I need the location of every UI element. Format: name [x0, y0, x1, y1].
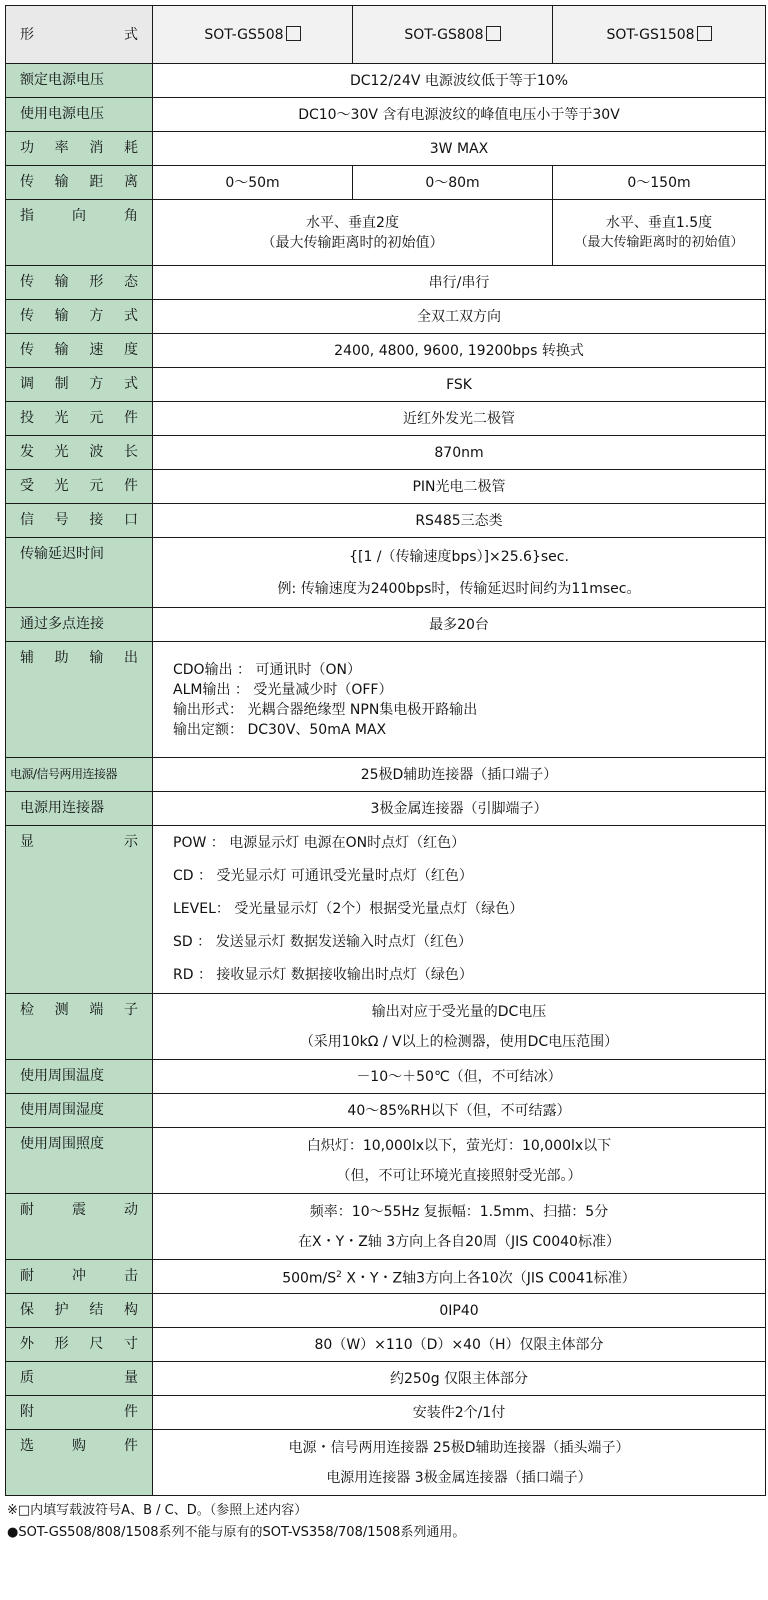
row-label: 传 输 速 度	[20, 342, 138, 358]
row-label-cell	[6, 132, 153, 166]
display-line: POW ： 电源显示灯 电源在ON时点灯（红色）	[173, 835, 466, 851]
row-receiver	[6, 470, 766, 504]
terminal-line: 输出对应于受光量的DC电压	[371, 1003, 547, 1020]
row-value: 约250g 仅限主体部分	[153, 1362, 766, 1396]
aux-line: CDO输出 ： 可通讯时（ON）	[173, 661, 361, 678]
row-label: 显 示	[20, 834, 138, 850]
row-label: 指 向 角	[20, 208, 138, 224]
row-label: 受 光 元 件	[20, 478, 138, 494]
row-display	[6, 826, 766, 994]
vibration-line: 在X・Y・Z轴 3方向上各自20周（JIS C0040标准）	[298, 1233, 620, 1250]
display-line: CD ： 受光显示灯 可通讯受光量时点灯（红色）	[173, 868, 473, 884]
row-label-cell	[6, 1194, 153, 1260]
row-label: 电源/信号两用连接器	[10, 767, 118, 781]
model-cell-2	[353, 6, 553, 64]
illuminance-value	[153, 1128, 766, 1194]
row-options	[6, 1430, 766, 1496]
delay-value	[153, 538, 766, 608]
aux-value	[153, 642, 766, 758]
row-mode	[6, 300, 766, 334]
row-label-cell	[6, 792, 153, 826]
row-label: 附 件	[20, 1404, 138, 1420]
row-vibration	[6, 1194, 766, 1260]
row-label-cell	[6, 368, 153, 402]
header-label-cell	[6, 6, 153, 64]
row-value: 3极金属连接器（引脚端子）	[153, 792, 766, 826]
angle-note: （最大传输距离时的初始值）	[261, 234, 444, 251]
row-value: －10～＋50℃（但，不可结冰）	[153, 1060, 766, 1094]
row-interface	[6, 504, 766, 538]
header-label: 形 式	[20, 26, 138, 43]
row-dimensions	[6, 1328, 766, 1362]
row-value: 0IP40	[153, 1294, 766, 1328]
row-shock	[6, 1260, 766, 1294]
row-temperature	[6, 1060, 766, 1094]
row-power	[6, 132, 766, 166]
delay-example: 例: 传输速度为2400bps时，传输延迟时间约为11msec。	[277, 580, 641, 597]
display-value	[153, 826, 766, 994]
row-label: 投 光 元 件	[20, 410, 138, 426]
spec-sheet	[5, 5, 765, 1544]
row-value: FSK	[153, 368, 766, 402]
row-label: 传 输 形 态	[20, 274, 138, 290]
row-label-cell	[6, 1294, 153, 1328]
row-label-cell	[6, 1060, 153, 1094]
row-dual-connector	[6, 758, 766, 792]
row-label-cell	[6, 166, 153, 200]
row-label: 耐 震 动	[20, 1202, 138, 1218]
row-aux	[6, 642, 766, 758]
row-label-cell	[6, 1396, 153, 1430]
row-value: PIN光电二极管	[153, 470, 766, 504]
carrier-code-box	[486, 26, 501, 41]
footnotes	[5, 1500, 765, 1544]
row-value: DC10～30V 含有电源波纹的峰值电压小于等于30V	[153, 98, 766, 132]
options-line: 电源・信号两用连接器 25极D辅助连接器（插头端子）	[288, 1439, 630, 1456]
display-line: SD ： 发送显示灯 数据发送输入时点灯（红色）	[173, 934, 473, 950]
display-line: LEVEL： 受光量显示灯（2个）根据受光量点灯（绿色）	[173, 901, 524, 917]
model-name: SOT-GS1508	[606, 26, 695, 43]
row-emitter	[6, 402, 766, 436]
row-value: 最多20台	[153, 608, 766, 642]
row-label-cell	[6, 1094, 153, 1128]
shock-exponent: 2	[336, 1269, 342, 1280]
row-value: 2400, 4800, 9600, 19200bps 转换式	[153, 334, 766, 368]
row-label-cell	[6, 642, 153, 758]
row-label: 调 制 方 式	[20, 376, 138, 392]
row-label: 使用电源电压	[20, 106, 104, 122]
options-line: 电源用连接器 3极金属连接器（插口端子）	[326, 1469, 592, 1486]
row-illuminance	[6, 1128, 766, 1194]
distance-value: 0～80m	[353, 166, 553, 200]
row-label: 传 输 方 式	[20, 308, 138, 324]
spec-table	[5, 5, 766, 1496]
row-label: 传 输 距 离	[20, 174, 138, 190]
row-label: 通过多点连接	[20, 616, 104, 632]
row-label: 使用周围温度	[20, 1068, 104, 1084]
display-line: RD ： 接收显示灯 数据接收输出时点灯（绿色）	[173, 967, 473, 983]
row-label: 信 号 接 口	[20, 512, 138, 528]
row-label-cell	[6, 608, 153, 642]
options-value	[153, 1430, 766, 1496]
row-modulation	[6, 368, 766, 402]
shock-desc: X・Y・Z轴3方向上各10次（JIS C0041标准）	[341, 1270, 636, 1287]
row-label: 使用周围湿度	[20, 1102, 104, 1118]
row-value: 3W MAX	[153, 132, 766, 166]
row-label: 外 形 尺 寸	[20, 1336, 138, 1352]
distance-value: 0～50m	[153, 166, 353, 200]
distance-value: 0～150m	[553, 166, 766, 200]
row-value: 25极D辅助连接器（插口端子）	[153, 758, 766, 792]
angle-line: 水平、垂直1.5度	[605, 214, 713, 231]
carrier-code-box	[286, 26, 301, 41]
row-label: 额定电源电压	[20, 72, 104, 88]
row-label: 功 率 消 耗	[20, 140, 138, 156]
row-label-cell	[6, 1328, 153, 1362]
row-label-cell	[6, 98, 153, 132]
row-terminal	[6, 994, 766, 1060]
shock-value	[153, 1260, 766, 1294]
row-label: 辅 助 输 出	[20, 650, 138, 666]
row-label: 选 购 件	[20, 1438, 138, 1454]
row-form	[6, 266, 766, 300]
aux-line: ALM输出 ： 受光量减少时（OFF）	[173, 681, 393, 698]
vibration-line: 频率：10～55Hz 复振幅：1.5mm、扫描：5分	[309, 1203, 609, 1220]
row-label-cell	[6, 470, 153, 504]
row-value: 870nm	[153, 436, 766, 470]
illuminance-line: 白炽灯：10,000lx以下，萤光灯：10,000lx以下	[306, 1137, 612, 1154]
row-label-cell	[6, 994, 153, 1060]
carrier-code-box	[697, 26, 712, 41]
row-multipoint	[6, 608, 766, 642]
row-label: 发 光 波 长	[20, 444, 138, 460]
row-mass	[6, 1362, 766, 1396]
row-label: 传输延迟时间	[20, 546, 104, 562]
row-wavelength	[6, 436, 766, 470]
row-accessories	[6, 1396, 766, 1430]
row-protection	[6, 1294, 766, 1328]
row-value: RS485三态类	[153, 504, 766, 538]
aux-line: 输出定额： DC30V、50mA MAX	[173, 721, 387, 738]
row-value: 全双工双方向	[153, 300, 766, 334]
row-label-cell	[6, 64, 153, 98]
row-label-cell	[6, 402, 153, 436]
row-value: 近红外发光二极管	[153, 402, 766, 436]
row-operating-voltage	[6, 98, 766, 132]
row-label-cell	[6, 758, 153, 792]
angle-note: （最大传输距离时的初始值）	[574, 234, 744, 250]
row-label: 检 测 端 子	[20, 1002, 138, 1018]
row-label-cell	[6, 1362, 153, 1396]
illuminance-note: （但，不可让环境光直接照射受光部。）	[336, 1167, 582, 1184]
row-label-cell	[6, 200, 153, 266]
header-row	[6, 6, 766, 64]
row-value: 安装件2个/1付	[153, 1396, 766, 1430]
row-value: 串行/串行	[153, 266, 766, 300]
row-label: 耐 冲 击	[20, 1268, 138, 1284]
model-cell-3	[553, 6, 766, 64]
row-value: 40～85%RH以下（但，不可结露）	[153, 1094, 766, 1128]
angle-value-a	[153, 200, 553, 266]
row-angle	[6, 200, 766, 266]
model-cell-1	[153, 6, 353, 64]
model-name: SOT-GS508	[204, 26, 284, 43]
row-label-cell	[6, 266, 153, 300]
row-label-cell	[6, 1260, 153, 1294]
row-label-cell	[6, 300, 153, 334]
row-speed	[6, 334, 766, 368]
aux-line: 输出形式： 光耦合器绝缘型 NPN集电极开路输出	[173, 701, 478, 718]
model-name: SOT-GS808	[404, 26, 484, 43]
footnote: ●SOT-GS508/808/1508系列不能与原有的SOT-VS358/708/1508系列通用。	[7, 1525, 466, 1540]
angle-value-b	[553, 200, 766, 266]
row-label: 使用周围照度	[20, 1136, 104, 1152]
row-rated-voltage	[6, 64, 766, 98]
row-value: 80（W）×110（D）×40（H）仅限主体部分	[153, 1328, 766, 1362]
row-label-cell	[6, 826, 153, 994]
row-label: 电源用连接器	[20, 800, 104, 816]
vibration-value	[153, 1194, 766, 1260]
shock-accel: 500m/S	[282, 1270, 337, 1287]
row-label-cell	[6, 436, 153, 470]
row-label-cell	[6, 504, 153, 538]
delay-formula: {[1 /（传输速度bps）]×25.6}sec.	[349, 548, 569, 565]
row-delay	[6, 538, 766, 608]
row-value: DC12/24V 电源波纹低于等于10%	[153, 64, 766, 98]
terminal-note: （采用10kΩ / V以上的检测器，使用DC电压范围）	[299, 1033, 619, 1050]
angle-line: 水平、垂直2度	[306, 214, 399, 231]
footnote: ※□内填写载波符号A、B / C、D。（参照上述内容）	[7, 1503, 308, 1518]
row-humidity	[6, 1094, 766, 1128]
row-power-connector	[6, 792, 766, 826]
terminal-value	[153, 994, 766, 1060]
row-distance	[6, 166, 766, 200]
row-label-cell	[6, 1430, 153, 1496]
row-label: 质 量	[20, 1370, 138, 1386]
row-label-cell	[6, 334, 153, 368]
row-label: 保 护 结 构	[20, 1302, 138, 1318]
row-label-cell	[6, 1128, 153, 1194]
row-label-cell	[6, 538, 153, 608]
